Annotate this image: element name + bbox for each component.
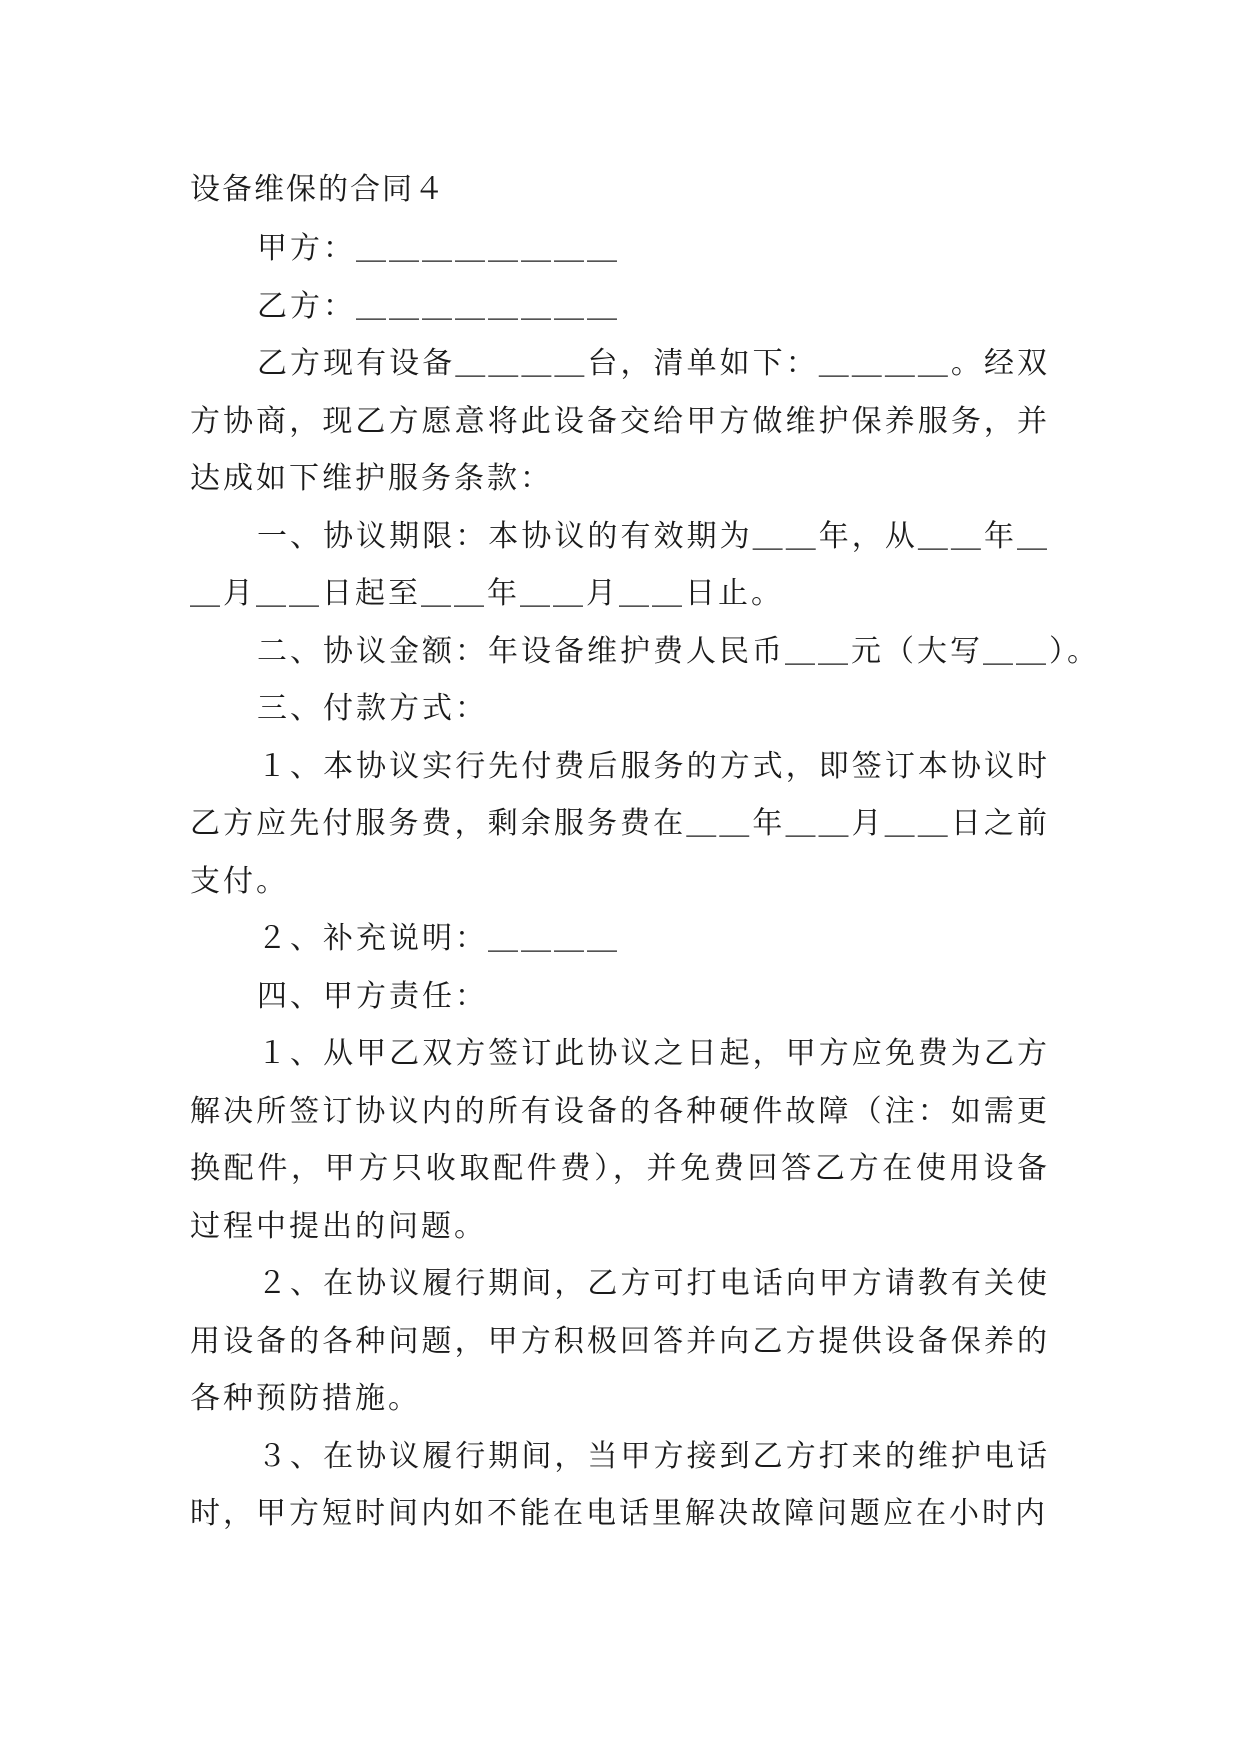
payment-item-1: １、本协议实行先付费后服务的方式，即签订本协议时乙方应先付服务费，剩余服务费在＿＿年＿＿月＿＿日之前支付。: [190, 748, 1050, 899]
duty-item-3: ３、在协议履行期间，当甲方接到乙方打来的维护电话时，甲方短时间内如不能在电话里解决故障问题应在小时内: [190, 1438, 1050, 1531]
document-page: [190, 160, 1100, 1543]
payment-item-2: ２、补充说明：＿＿＿＿: [257, 921, 620, 956]
clause-term: 一、协议期限：本协议的有效期为＿＿年，从＿＿年＿＿月＿＿日起至＿＿年＿＿月＿＿日止。: [190, 518, 1050, 611]
duty-item-2: ２、在协议履行期间，乙方可打电话向甲方请教有关使用设备的各种问题，甲方积极回答并向乙方提供设备保养的各种预防措施。: [190, 1266, 1050, 1416]
preamble-paragraph: 乙方现有设备＿＿＿＿台，清单如下：＿＿＿＿。经双方协商，现乙方愿意将此设备交给甲方做维护保养服务，并达成如下维护服务条款：: [190, 346, 1050, 496]
clause-amount: 二、协议金额：年设备维护费人民币＿＿元（大写＿＿）。: [257, 633, 1100, 669]
duty-item-1: １、从甲乙双方签订此协议之日起，甲方应免费为乙方解决所签订协议内的所有设备的各种硬件故障（注：如需更换配件，甲方只收取配件费），并免费回答乙方在使用设备过程中提出的问题。: [190, 1036, 1050, 1244]
party-a-line: 甲方：＿＿＿＿＿＿＿＿: [257, 231, 620, 266]
party-b-line: 乙方：＿＿＿＿＿＿＿＿: [257, 288, 620, 324]
clause-party-a-duties-heading: 四、甲方责任：: [257, 978, 488, 1014]
document-title: 设备维保的合同４: [190, 172, 446, 207]
clause-payment-heading: 三、付款方式：: [257, 691, 488, 726]
